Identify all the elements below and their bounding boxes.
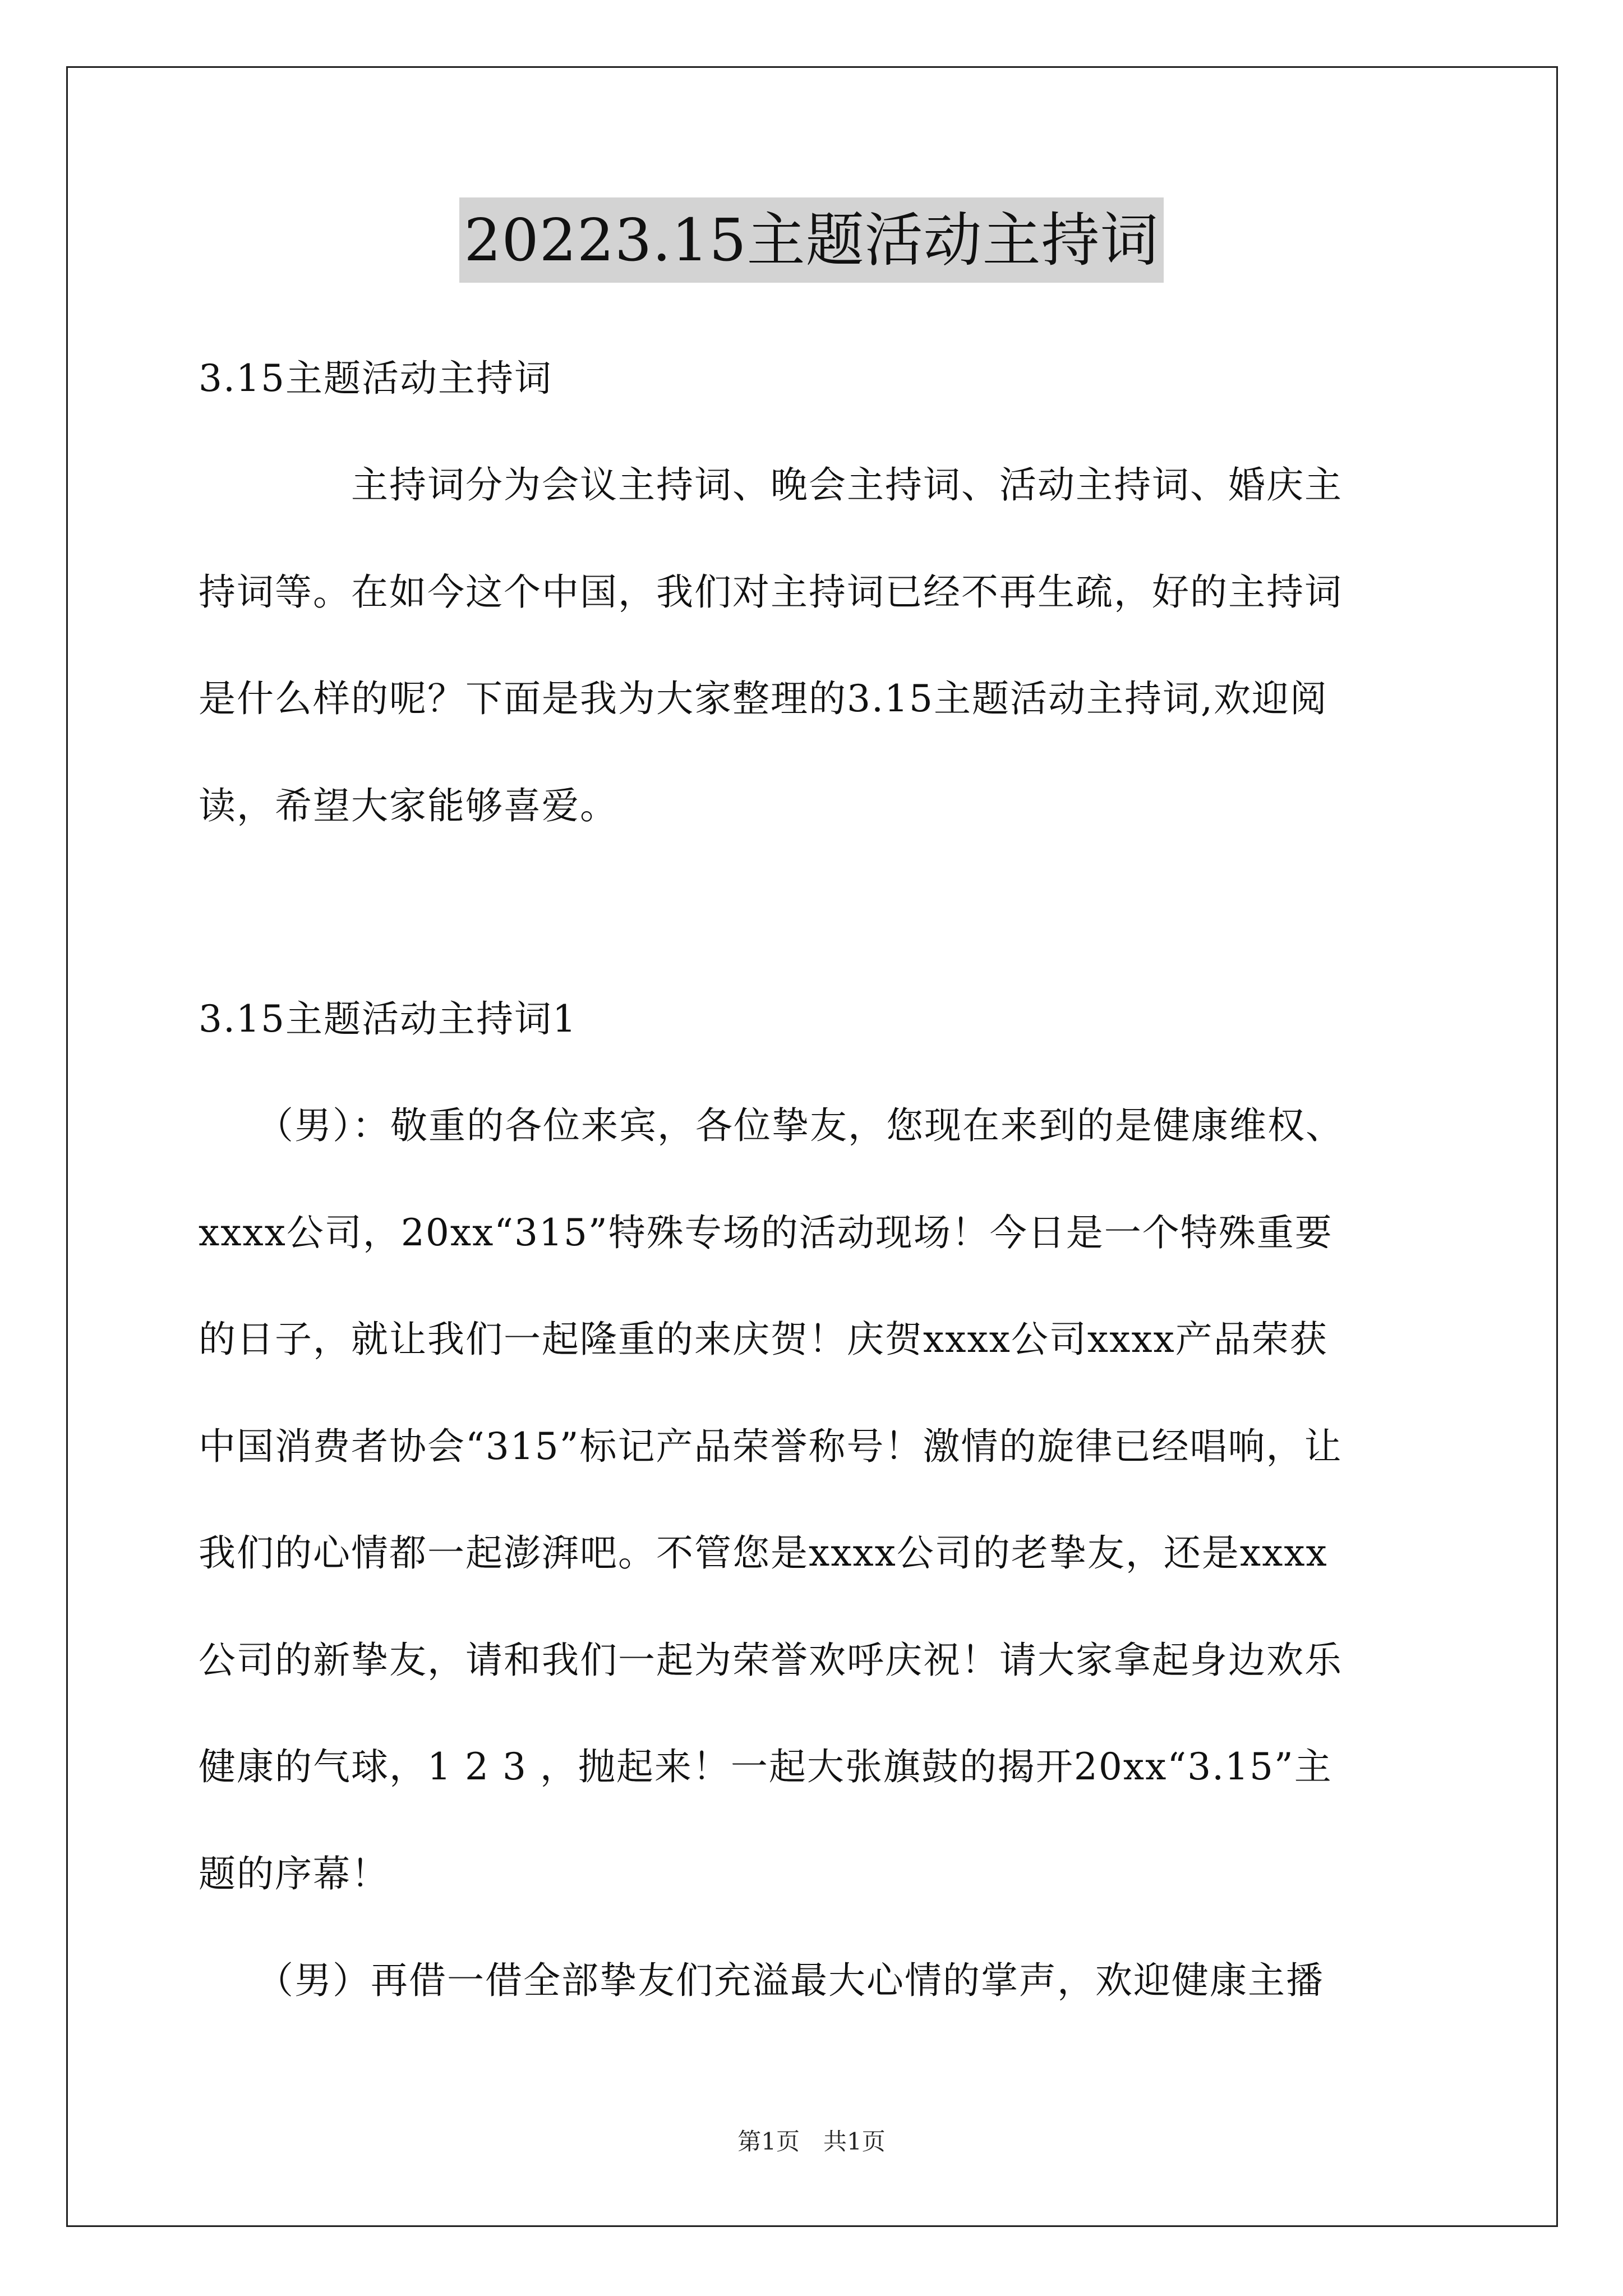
paragraph-line: 题的序幕！ <box>199 1852 389 1895</box>
paragraph-line: 读，希望大家能够喜爱。 <box>199 784 618 827</box>
paragraph-line: 是什么样的呢？下面是我为大家整理的3.15主题活动主持词,欢迎阅 <box>199 677 1328 720</box>
section-heading: 3.15主题活动主持词 <box>199 357 552 400</box>
paragraph-line: 主持词分为会议主持词、晚会主持词、活动主持词、婚庆主 <box>199 463 1343 507</box>
paragraph-line: 公司的新挚友，请和我们一起为荣誉欢呼庆祝！请大家拿起身边欢乐 <box>199 1639 1343 1682</box>
page-footer: 第1页 共1页 <box>737 2128 886 2155</box>
paragraph-line: xxxx公司，20xx“315”特殊专场的活动现场！今日是一个特殊重要 <box>199 1211 1333 1254</box>
paragraph-line: （男）再借一借全部挚友们充溢最大心情的掌声，欢迎健康主播 <box>199 1959 1324 2002</box>
paragraph-line: 健康的气球，1 2 3 ，抛起来！一起大张旗鼓的揭开20xx“3.15”主 <box>199 1745 1332 1788</box>
paragraph-line: 持词等。在如今这个中国，我们对主持词已经不再生疏，好的主持词 <box>199 570 1343 614</box>
title-container <box>0 197 1623 283</box>
section-heading: 3.15主题活动主持词1 <box>199 997 577 1041</box>
document-title: 20223.15主题活动主持词 <box>459 197 1163 283</box>
paragraph-line: 的日子，就让我们一起隆重的来庆贺！庆贺xxxx公司xxxx产品荣获 <box>199 1318 1328 1361</box>
paragraph-line: （男）：敬重的各位来宾，各位挚友，您现在来到的是健康维权、 <box>199 1104 1344 1147</box>
paragraph-line: 我们的心情都一起澎湃吧。不管您是xxxx公司的老挚友，还是xxxx <box>199 1531 1328 1575</box>
paragraph-line: 中国消费者协会“315”标记产品荣誉称号！激情的旋律已经唱响，让 <box>199 1425 1343 1468</box>
